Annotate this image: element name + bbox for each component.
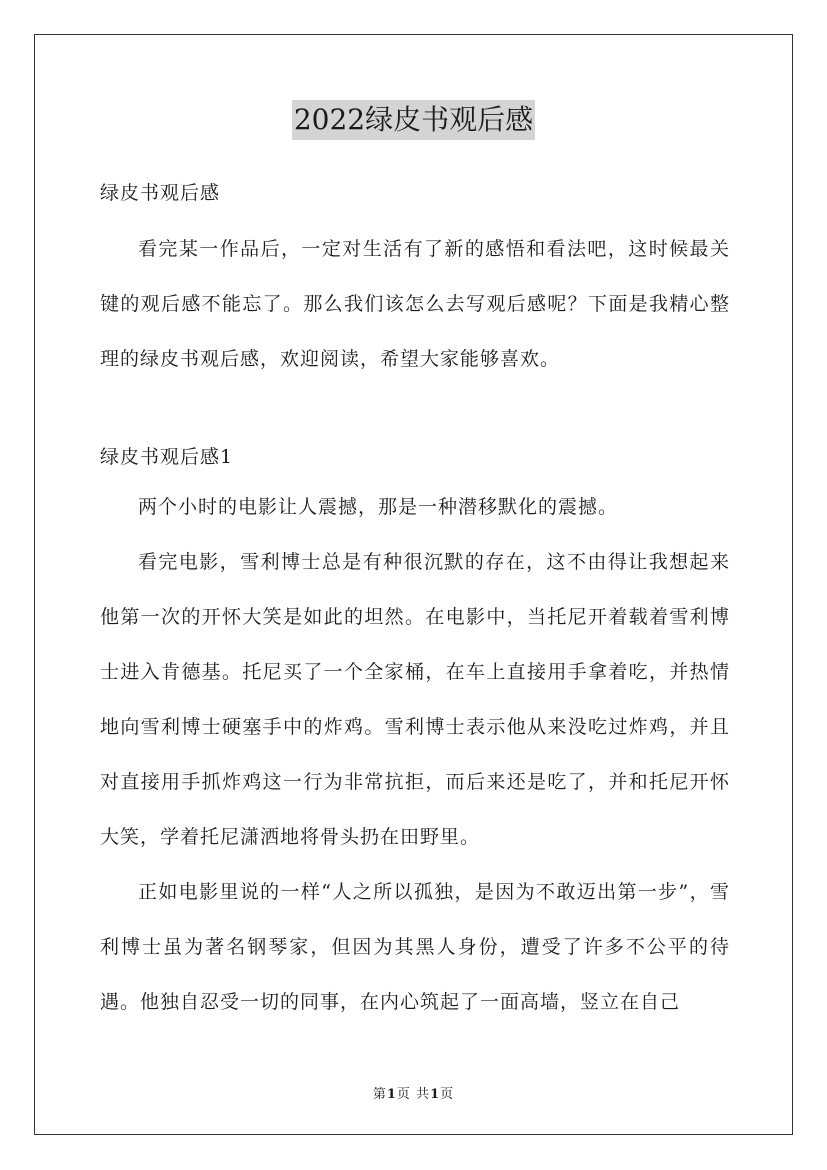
section-heading-1: 绿皮书观后感1 bbox=[100, 446, 234, 468]
intro-paragraph: 看完某一作品后，一定对生活有了新的感悟和看法吧，这时候最关键的观后感不能忘了。那么我们该怎么去写观后感呢？下面是我精心整理的绿皮书观后感，欢迎阅读，希望大家能够喜欢。 bbox=[100, 238, 730, 370]
footer-page-suffix: 页 bbox=[440, 1087, 455, 1102]
section-heading-intro: 绿皮书观后感 bbox=[100, 182, 221, 204]
footer-page-current: 1 bbox=[386, 1087, 397, 1102]
title-container bbox=[0, 100, 827, 140]
paragraph-1: 两个小时的电影让人震撼，那是一种潜移默化的震撼。 bbox=[138, 496, 619, 518]
paragraph-3: 正如电影里说的一样“人之所以孤独，是因为不敢迈出第一步”，雪利博士虽为著名钢琴家，但因为其黑人身份，遭受了许多不公平的待遇。他独自忍受一切的同事，在内心筑起了一面高墙，竖立在自己 bbox=[100, 881, 730, 1013]
footer-page-mid: 页 共 bbox=[396, 1087, 431, 1102]
paragraph-2: 看完电影，雪利博士总是有种很沉默的存在，这不由得让我想起来他第一次的开怀大笑是如此的坦然。在电影中，当托尼开着载着雪利博士进入肯德基。托尼买了一个全家桶，在车上直接用手拿着吃，并热情地向雪利博士硬塞手中的炸鸡。雪利博士表示他从来没吃过炸鸡，并且对直接用手抓炸鸡这一行为非常抗拒，而后来还是吃了，并和托尼开怀大笑，学着托尼潇洒地将骨头扔在田野里。 bbox=[100, 551, 730, 848]
footer-page-prefix: 第 bbox=[372, 1087, 387, 1102]
page-footer bbox=[0, 1083, 827, 1102]
document-body bbox=[100, 170, 730, 1030]
document-title: 2022绿皮书观后感 bbox=[292, 100, 535, 140]
footer-page-total: 1 bbox=[430, 1087, 441, 1102]
